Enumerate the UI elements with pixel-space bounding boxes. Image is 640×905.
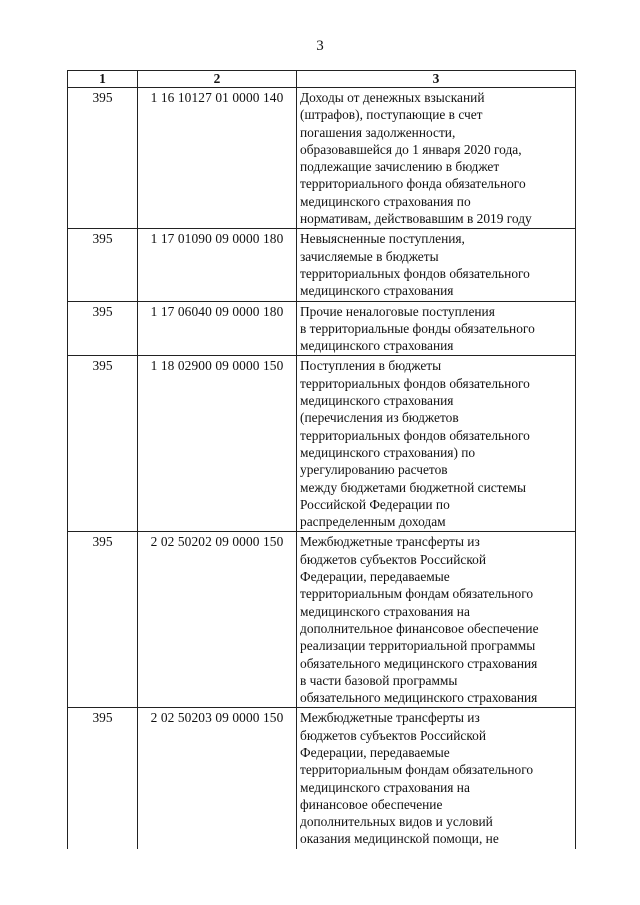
revenue-description-cell (297, 532, 576, 708)
description-line: оказания медицинской помощи, не (300, 831, 499, 847)
table-row (68, 532, 576, 708)
description-line: в территориальные фонды обязательного (300, 320, 535, 336)
description-line: погашения задолженности, (300, 124, 456, 140)
column-header-1: 1 (68, 71, 138, 88)
revenue-description-cell (297, 356, 576, 532)
description-line: образовавшейся до 1 января 2020 года, (300, 141, 522, 157)
description-line: Российской Федерации по (300, 496, 450, 512)
admin-code-cell: 395 (68, 708, 138, 849)
admin-code-cell: 395 (68, 229, 138, 301)
revenue-description-cell (297, 229, 576, 301)
column-header-3: 3 (297, 71, 576, 88)
description-line: распределенным доходам (300, 514, 446, 530)
table-row (68, 708, 576, 849)
table-header-row (68, 71, 576, 88)
admin-code-cell: 395 (68, 301, 138, 356)
description-line: (перечисления из бюджетов (300, 410, 459, 426)
description-line: обязательного медицинского страхования (300, 655, 538, 671)
table-body (68, 88, 576, 849)
description-line: территориальным фондам обязательного (300, 586, 534, 602)
admin-code-cell: 395 (68, 532, 138, 708)
description-line: подлежащие зачислению в бюджет (300, 159, 500, 175)
revenue-description-cell (297, 88, 576, 229)
description-line: в части базовой программы (300, 672, 458, 688)
description-line: Прочие неналоговые поступления (300, 303, 495, 319)
table-row (68, 88, 576, 229)
description-line: Поступления в бюджеты (300, 358, 442, 374)
description-line: обязательного медицинского страхования (300, 690, 538, 706)
description-line: территориальных фондов обязательного (300, 375, 530, 391)
description-line: медицинского страхования (300, 338, 454, 354)
admin-code-cell: 395 (68, 88, 138, 229)
description-line: дополнительное финансовое обеспечение (300, 620, 539, 636)
description-line: финансовое обеспечение (300, 796, 443, 812)
description-line: Невыясненные поступления, (300, 231, 465, 247)
admin-code-cell: 395 (68, 356, 138, 532)
description-line: медицинского страхования (300, 393, 454, 409)
description-line: Доходы от денежных взысканий (300, 90, 485, 105)
description-line: урегулированию расчетов (300, 462, 448, 478)
page-number: 3 (316, 38, 324, 54)
description-line: территориальных фондов обязательного (300, 265, 530, 281)
description-line: территориальных фондов обязательного (300, 427, 530, 443)
budget-classification-code-cell: 2 02 50203 09 0000 150 (138, 708, 297, 849)
description-line: Федерации, передаваемые (300, 569, 450, 585)
description-line: Федерации, передаваемые (300, 744, 450, 760)
description-line: Межбюджетные трансферты из (300, 710, 480, 726)
revenue-description-cell (297, 708, 576, 849)
description-line: бюджетов субъектов Российской (300, 727, 487, 743)
description-line: Межбюджетные трансферты из (300, 534, 480, 550)
revenue-codes-table (67, 70, 576, 849)
description-line: территориальным фондам обязательного (300, 762, 534, 778)
description-line: бюджетов субъектов Российской (300, 551, 487, 567)
revenue-description-cell (297, 301, 576, 356)
budget-classification-code-cell: 1 17 01090 09 0000 180 (138, 229, 297, 301)
description-line: медицинского страхования (300, 283, 454, 299)
description-line: зачисляемые в бюджеты (300, 248, 439, 264)
description-line: дополнительных видов и условий (300, 814, 493, 830)
budget-classification-code-cell: 1 18 02900 09 0000 150 (138, 356, 297, 532)
budget-classification-code-cell: 2 02 50202 09 0000 150 (138, 532, 297, 708)
table-row (68, 301, 576, 356)
budget-classification-code-cell: 1 17 06040 09 0000 180 (138, 301, 297, 356)
description-line: территориального фонда обязательного (300, 176, 526, 192)
description-line: медицинского страхования) по (300, 444, 476, 460)
column-header-2: 2 (138, 71, 297, 88)
table-row (68, 356, 576, 532)
description-line: реализации территориальной программы (300, 638, 536, 654)
description-line: медицинского страхования по (300, 193, 471, 209)
budget-classification-code-cell: 1 16 10127 01 0000 140 (138, 88, 297, 229)
description-line: медицинского страхования на (300, 603, 470, 619)
description-line: нормативам, действовавшим в 2019 году (300, 211, 532, 227)
description-line: медицинского страхования на (300, 779, 470, 795)
description-line: (штрафов), поступающие в счет (300, 107, 483, 123)
description-line: между бюджетами бюджетной системы (300, 479, 526, 495)
table-row (68, 229, 576, 301)
